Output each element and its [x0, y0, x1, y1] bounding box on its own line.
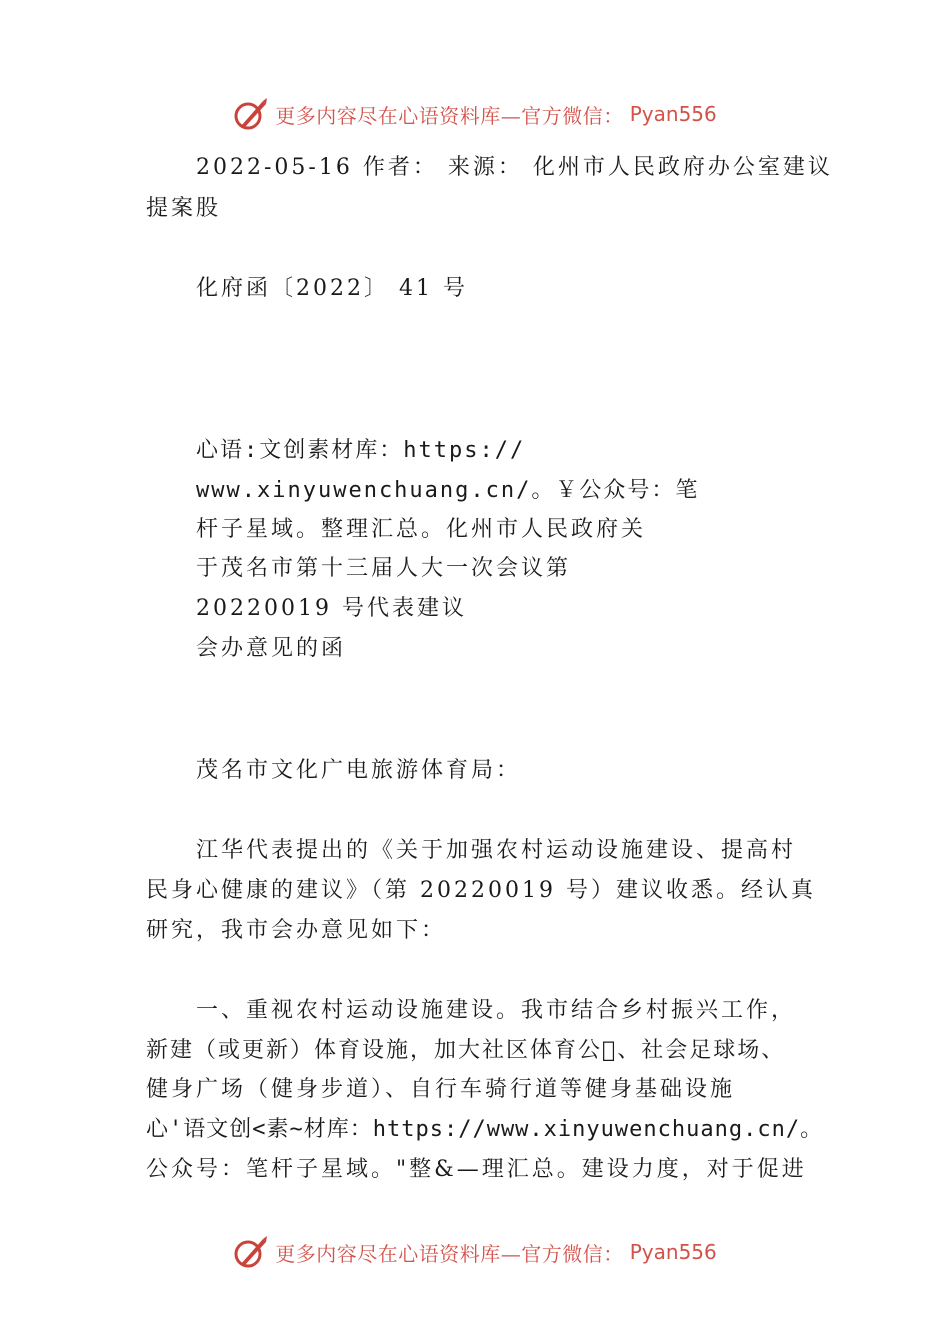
salutation: 茂名市文化广电旅游体育局：: [196, 758, 522, 783]
header-date-source: 2022-05-16 作者： 来源： 化州市人民政府办公室建议: [196, 155, 833, 180]
paragraph1-line-3: 研究，我市会办意见如下：: [146, 918, 447, 943]
title-line-2: www.xinyuwenchuang.cn/。￥公众号：笔: [196, 478, 700, 503]
paragraph1-line-2: 民身心健康的建议》（第 20220019 号）建议收悉。经认真: [146, 878, 816, 903]
watermark-text: 更多内容尽在心语资料库—官方微信：: [275, 1241, 624, 1266]
title-line-5: 20220019 号代表建议: [196, 596, 467, 621]
quill-logo-icon: [233, 96, 269, 132]
paragraph2-line-3: 健身广场（健身步道）、自行车骑行道等健身基础设施: [146, 1077, 736, 1102]
title-line-3: 杆子星域。整理汇总。化州市人民政府关: [196, 517, 647, 542]
document-number: 化府函〔2022〕 41 号: [196, 276, 468, 301]
title-line-4: 于茂名市第十三届人大一次会议第: [196, 556, 572, 581]
paragraph2-line-5: 公众号：笔杆子星域。"整&—理汇总。建设力度，对于促进: [146, 1157, 807, 1182]
quill-logo-icon: [233, 1234, 269, 1270]
paragraph2-line-1: 一、重视农村运动设施建设。我市结合乡村振兴工作，: [196, 998, 797, 1023]
watermark-banner-top: [0, 94, 950, 134]
paragraph2-line-4: 心'语文创<素~材库：https://www.xinyuwenchuang.cn/。: [146, 1117, 824, 1142]
title-line-6: 会办意见的函: [196, 636, 347, 661]
paragraph1-line-1: 江华代表提出的《关于加强农村运动设施建设、提高村: [196, 838, 797, 863]
watermark-wechat-id: Pyan556: [629, 1240, 717, 1264]
watermark-text: 更多内容尽在心语资料库—官方微信：: [275, 103, 624, 128]
title-line-1: 心语:文创素材库：https://: [196, 438, 526, 463]
watermark-banner-bottom: [0, 1232, 950, 1272]
watermark-wechat-id: Pyan556: [629, 102, 717, 126]
paragraph2-line-2: 新建（或更新）体育设施，加大社区体育公 、社会足球场、: [146, 1038, 786, 1063]
header-source-cont: 提案股: [146, 196, 222, 221]
